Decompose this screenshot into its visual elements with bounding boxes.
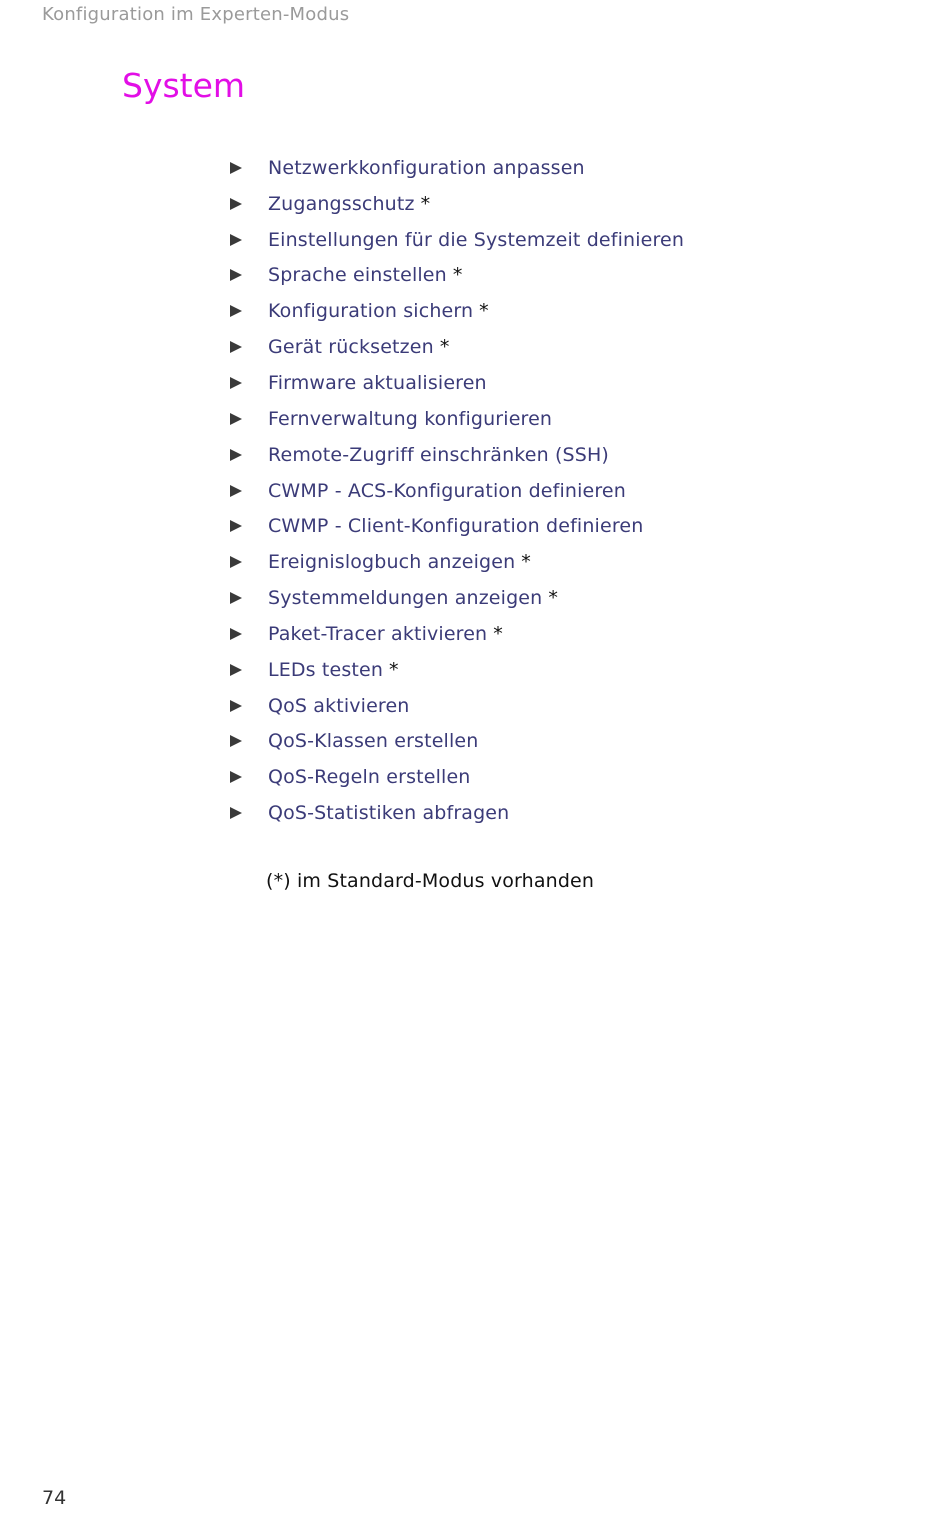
toc-item-link[interactable]: QoS-Klassen erstellen [268, 730, 479, 753]
toc-item[interactable] [228, 293, 684, 329]
running-header: Konfiguration im Experten-Modus [42, 4, 350, 25]
triangle-bullet-icon [230, 520, 242, 532]
toc-item-link[interactable]: Paket-Tracer aktivieren [268, 622, 488, 645]
toc-item-link[interactable]: Konfiguration sichern [268, 300, 474, 323]
toc-item[interactable] [228, 473, 684, 509]
toc-item[interactable] [228, 652, 684, 688]
toc-item-link[interactable]: Einstellungen für die Systemzeit definieren [268, 228, 685, 251]
toc-item[interactable] [228, 580, 684, 616]
toc-item-link[interactable]: Gerät rücksetzen [268, 336, 434, 359]
toc-item[interactable] [228, 759, 684, 795]
triangle-bullet-icon [230, 269, 242, 281]
triangle-bullet-icon [230, 377, 242, 389]
triangle-bullet-icon [230, 305, 242, 317]
toc-item[interactable] [228, 616, 684, 652]
toc-item-link[interactable]: Zugangsschutz [268, 192, 415, 215]
triangle-bullet-icon [230, 341, 242, 353]
triangle-bullet-icon [230, 700, 242, 712]
toc-item-link[interactable]: QoS aktivieren [268, 694, 410, 717]
triangle-bullet-icon [230, 735, 242, 747]
triangle-bullet-icon [230, 556, 242, 568]
standard-mode-marker: * [479, 300, 489, 323]
triangle-bullet-icon [230, 664, 242, 676]
toc-item-link[interactable]: Systemmeldungen anzeigen [268, 587, 543, 610]
toc-item-link[interactable]: Ereignislogbuch anzeigen [268, 551, 516, 574]
toc-item[interactable] [228, 437, 684, 473]
standard-mode-marker: * [493, 622, 503, 645]
toc-item[interactable] [228, 365, 684, 401]
footnote: (*) im Standard-Modus vorhanden [266, 870, 595, 892]
toc-item[interactable] [228, 150, 684, 186]
toc-item-link[interactable]: CWMP - ACS-Konfiguration definieren [268, 479, 626, 502]
toc-item-link[interactable]: Netzwerkkonfiguration anpassen [268, 156, 585, 179]
toc-item[interactable] [228, 329, 684, 365]
triangle-bullet-icon [230, 771, 242, 783]
toc-item[interactable] [228, 222, 684, 258]
toc-item-link[interactable]: Remote-Zugriff einschränken (SSH) [268, 443, 609, 466]
toc-item[interactable] [228, 258, 684, 294]
triangle-bullet-icon [230, 234, 242, 246]
standard-mode-marker: * [452, 264, 463, 287]
triangle-bullet-icon [230, 485, 242, 497]
toc-item[interactable] [228, 186, 684, 222]
triangle-bullet-icon [230, 592, 242, 604]
toc-list [228, 150, 684, 831]
toc-item[interactable] [228, 508, 684, 544]
standard-mode-marker: * [548, 587, 558, 610]
triangle-bullet-icon [230, 162, 242, 174]
toc-item-link[interactable]: QoS-Regeln erstellen [268, 766, 471, 789]
toc-item[interactable] [228, 795, 684, 831]
toc-item-link[interactable]: CWMP - Client-Konfiguration definieren [268, 515, 644, 538]
triangle-bullet-icon [230, 413, 242, 425]
page-number: 74 [42, 1487, 67, 1509]
toc-item-link[interactable]: QoS-Statistiken abfragen [268, 802, 510, 825]
toc-item-link[interactable]: Firmware aktualisieren [268, 371, 487, 394]
standard-mode-marker: * [389, 658, 399, 681]
toc-item[interactable] [228, 724, 684, 760]
standard-mode-marker: * [439, 336, 450, 359]
triangle-bullet-icon [230, 198, 242, 210]
standard-mode-marker: * [521, 551, 531, 574]
triangle-bullet-icon [230, 807, 242, 819]
toc-item-link[interactable]: Fernverwaltung konfigurieren [268, 407, 553, 430]
section-title: System [122, 66, 246, 105]
standard-mode-marker: * [420, 192, 431, 215]
triangle-bullet-icon [230, 449, 242, 461]
toc-item[interactable] [228, 688, 684, 724]
toc-item-link[interactable]: Sprache einstellen [268, 264, 447, 287]
toc-item[interactable] [228, 544, 684, 580]
toc-item[interactable] [228, 401, 684, 437]
triangle-bullet-icon [230, 628, 242, 640]
toc-item-link[interactable]: LEDs testen [268, 658, 384, 681]
